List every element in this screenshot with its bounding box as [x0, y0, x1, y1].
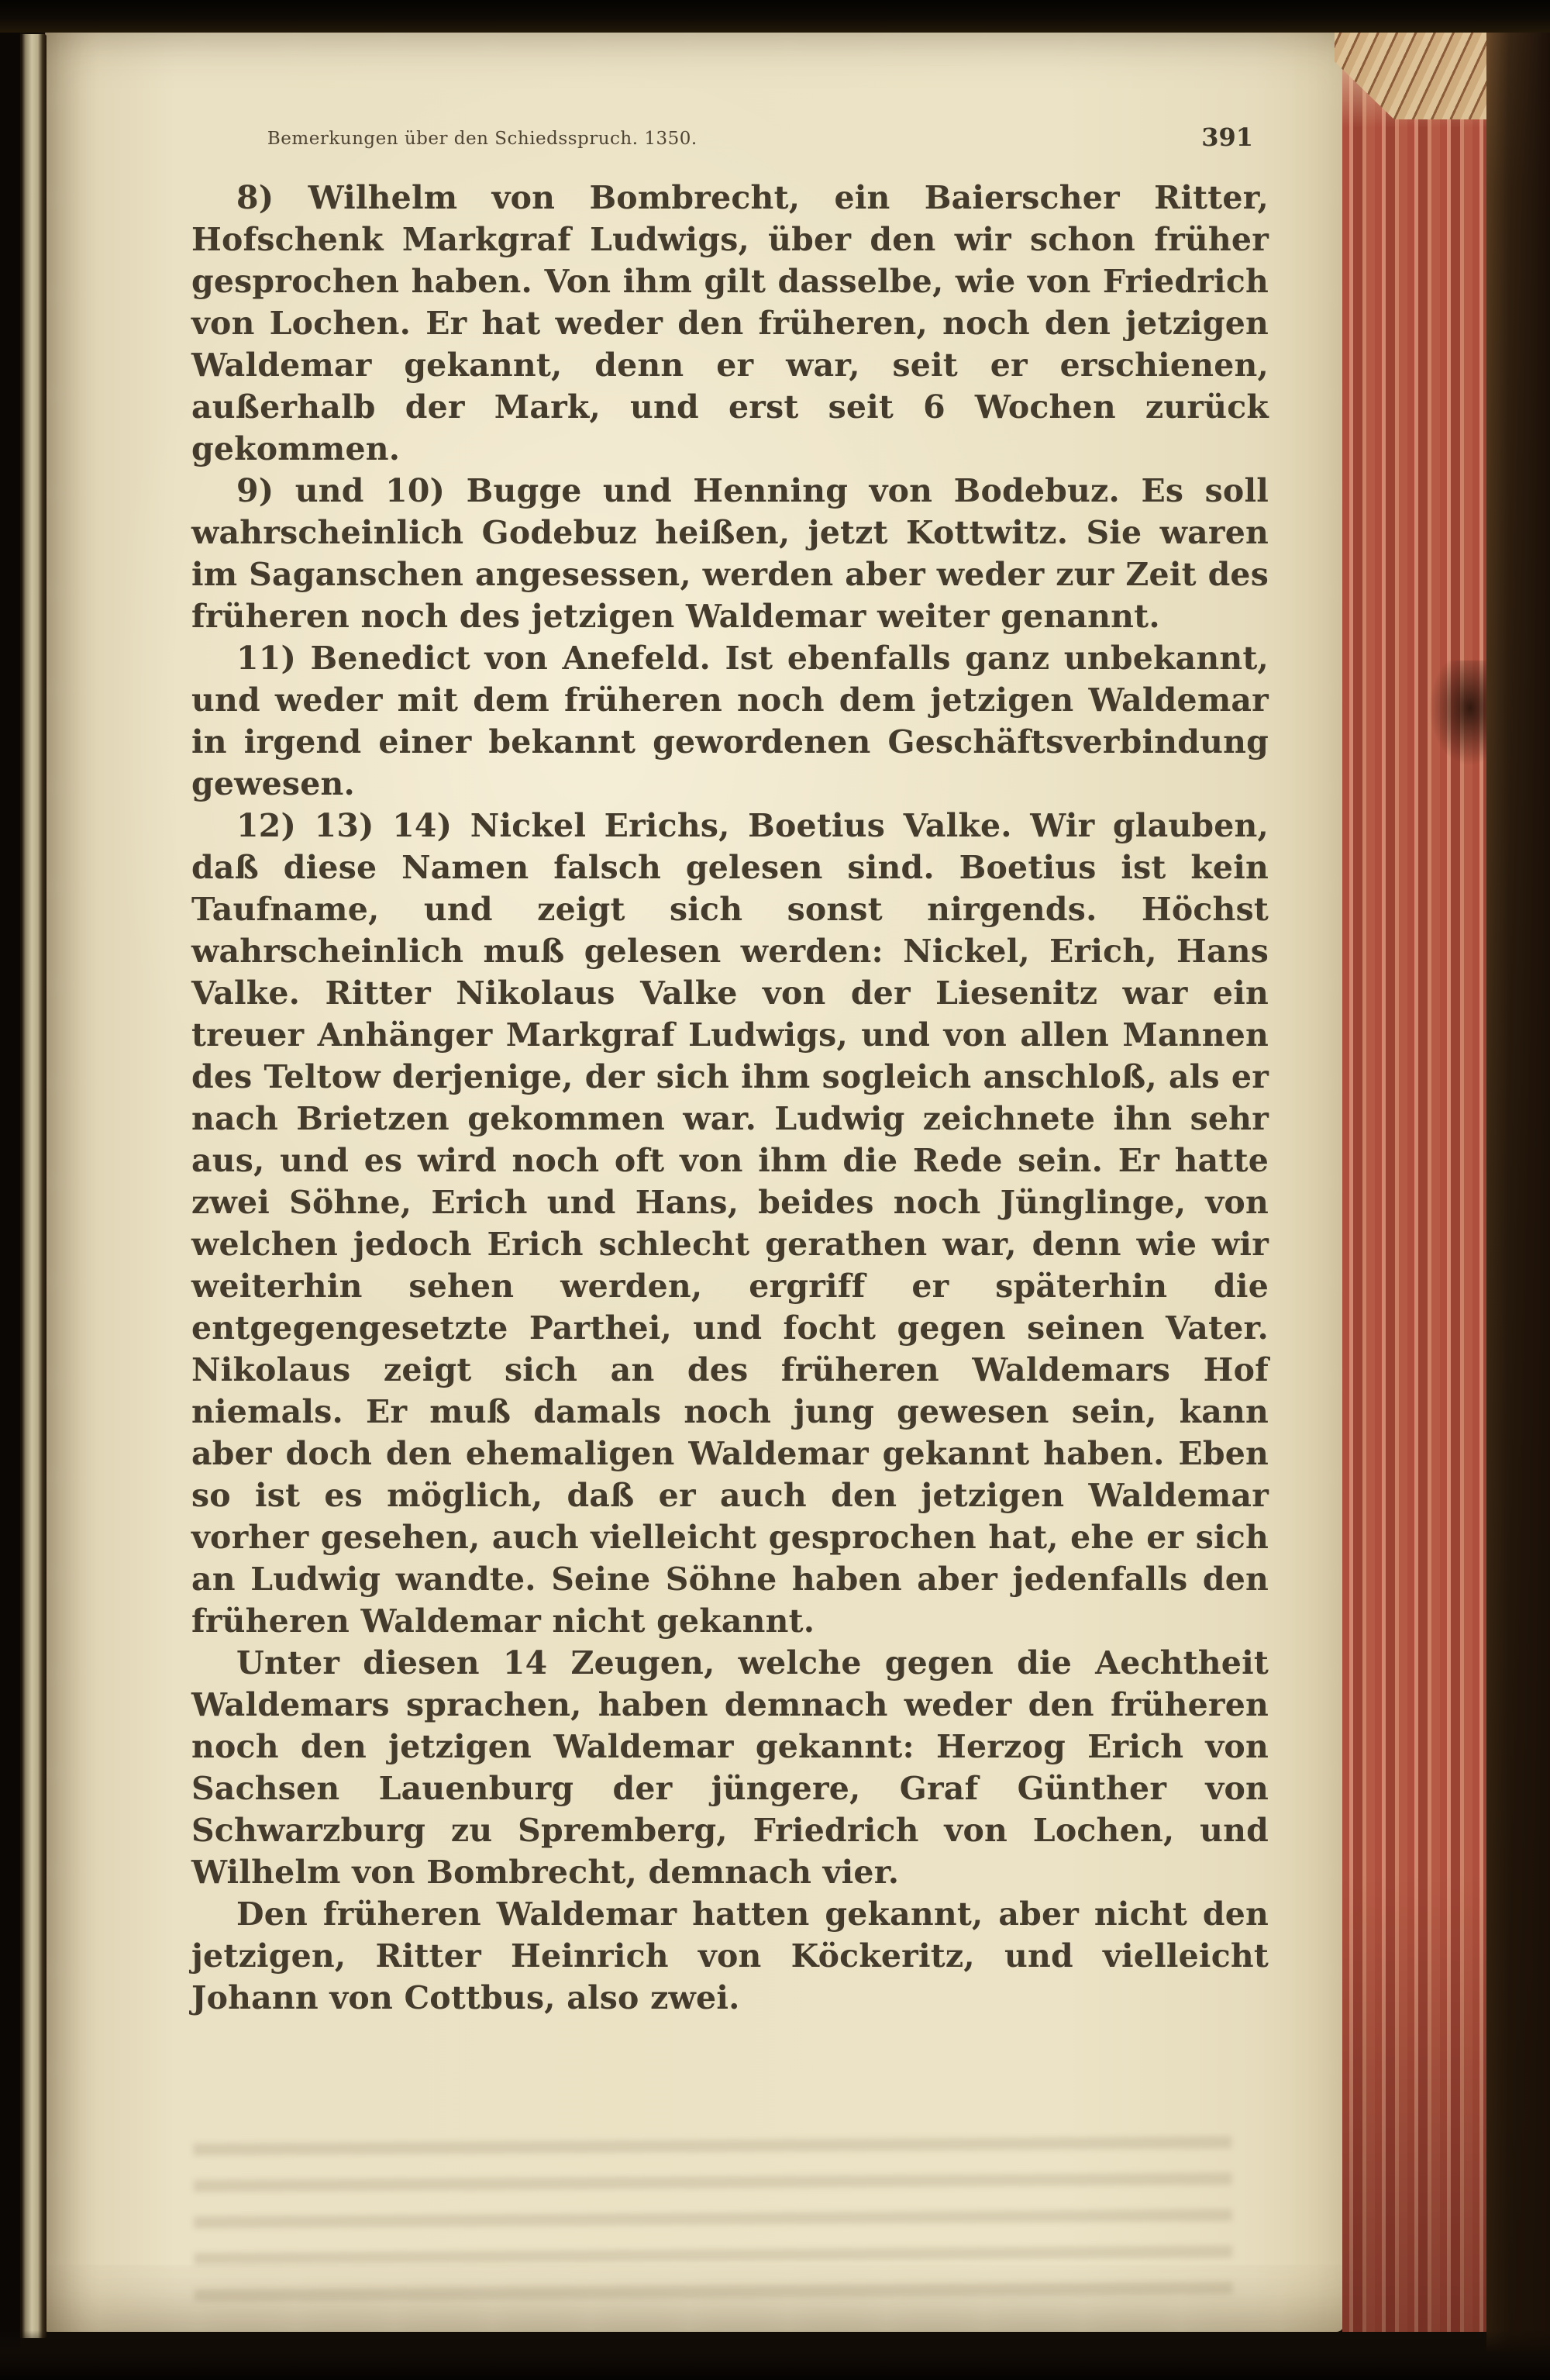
paragraph: Unter diesen 14 Zeugen, welche gegen die Aechtheit Waldemars sprachen, haben demnach weder den früheren noch den jetzigen Waldemar gekannt: Herzog Erich von Sachsen Lauenburg der jüngere, Graf Günther von Schwarzburg zu Spremberg, Friedrich von Lochen, und Wilhelm von Bombrecht, demnach vier.	[191, 1644, 1269, 1891]
page-body	[191, 177, 1269, 2019]
page-header	[191, 122, 1269, 158]
book-cover-top-edge	[0, 0, 1550, 33]
underlying-page-left-edge	[19, 34, 46, 2338]
paragraph: 12) 13) 14) Nickel Erichs, Boetius Valke. Wir glauben, daß diese Namen falsch gelesen sind. Boetius ist kein Taufname, und zeigt sich sonst nirgends. Höchst wahrscheinlich muß gelesen werden: Nickel, Erich, Hans Valke. Ritter Nikolaus Valke von der Liesenitz war ein treuer Anhänger Markgraf Ludwigs, und von allen Mannen des Teltow derjenige, der sich ihm sogleich anschloß, als er nach Brietzen gekommen war. Ludwig zeichnete ihn sehr aus, und es wird noch oft von ihm die Rede sein. Er hatte zwei Söhne, Erich und Hans, beides noch Jünglinge, von welchen jedoch Erich schlecht gerathen war, denn wie wir weiterhin sehen werden, ergriff er späterhin die entgegengesetzte Parthei, und focht gegen seinen Vater. Nikolaus zeigt sich an des früheren Waldemars Hof niemals. Er muß damals noch jung gewesen sein, kann aber doch den ehemaligen Waldemar gekannt haben. Eben so ist es möglich, daß er auch den jetzigen Waldemar vorher gesehen, auch vielleicht gesprochen hat, ehe er sich an Ludwig wandte. Seine Söhne haben aber jedenfalls den früheren Waldemar nicht gekannt.	[191, 807, 1269, 1640]
book-cover-left-edge	[0, 0, 20, 2380]
page-fore-edge-stack	[1342, 39, 1491, 2332]
running-title: Bemerkungen über den Schiedsspruch. 1350.	[267, 129, 698, 149]
paragraph: 9) und 10) Bugge und Henning von Bodebuz. Es soll wahrscheinlich Godebuz heißen, jetzt Kottwitz. Sie waren im Saganschen angesessen, werden aber weder zur Zeit des früheren noch des jetzigen Waldemar weiter genannt.	[191, 472, 1269, 635]
book-cover-bottom-edge	[0, 2330, 1550, 2380]
book-cover-right	[1486, 0, 1550, 2380]
ink-show-through	[193, 2136, 1233, 2313]
paragraph: 11) Benedict von Anefeld. Ist ebenfalls ganz unbekannt, und weder mit dem früheren noch dem jetzigen Waldemar in irgend einer bekannt gewordenen Geschäftsverbindung gewesen.	[191, 640, 1269, 802]
book-page	[45, 31, 1344, 2332]
paragraph: 8) Wilhelm von Bombrecht, ein Baierscher Ritter, Hofschenk Markgraf Ludwigs, über den wir schon früher gesprochen haben. Von ihm gilt dasselbe, wie von Friedrich von Lochen. Er hat weder den früheren, noch den jetzigen Waldemar gekannt, denn er war, seit er erschienen, außerhalb der Mark, und erst seit 6 Wochen zurück gekommen.	[191, 179, 1269, 467]
page-number: 391	[1201, 122, 1253, 152]
paragraph: Den früheren Waldemar hatten gekannt, aber nicht den jetzigen, Ritter Heinrich von Köckeritz, und vielleicht Johann von Cottbus, also zwei.	[191, 1895, 1269, 2016]
